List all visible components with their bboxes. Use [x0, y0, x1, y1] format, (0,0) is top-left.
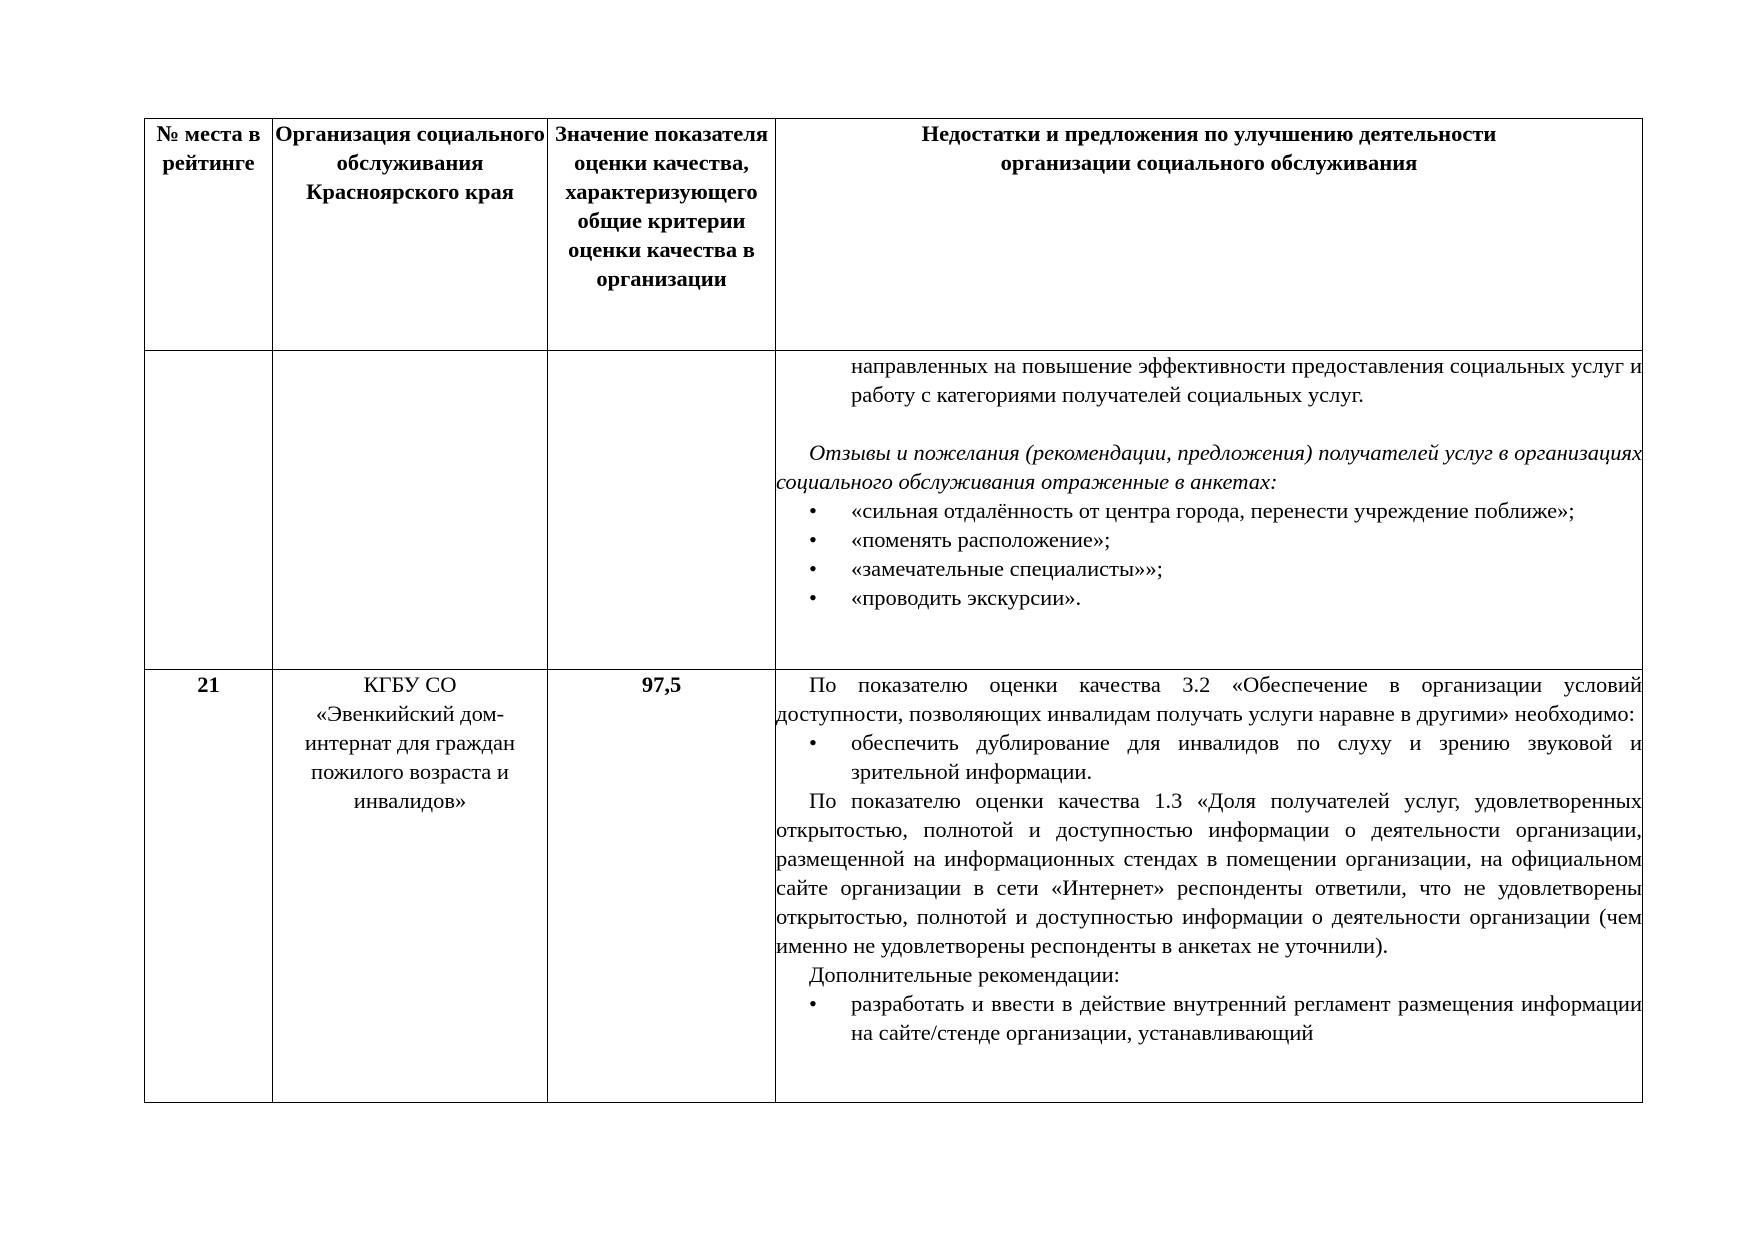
header-organization: Организация социального обслуживания Красноярского края	[273, 119, 548, 351]
table-row	[145, 351, 1643, 670]
notes-cell	[776, 351, 1643, 670]
list-item: • «поменять расположение»;	[809, 527, 1111, 552]
list-item: • «сильная отдалённость от центра города, перенести учреждение поближе»;	[809, 498, 1575, 523]
value-cell: 97,5	[548, 670, 776, 1103]
rank-cell	[145, 351, 273, 670]
table-row	[145, 670, 1643, 1103]
paragraph: Дополнительные рекомендации:	[809, 962, 1120, 987]
continued-text: направленных на повышение эффективности предоставления социальных услуг и работу с категориями получателей социальных услуг.	[851, 353, 1642, 407]
list-item: • «проводить экскурсии».	[809, 585, 1082, 610]
bullet-icon: •	[809, 556, 817, 581]
organization-cell	[273, 351, 548, 670]
header-notes: Недостатки и предложения по улучшению деятельности организации социального обслуживания	[776, 119, 1643, 351]
bullet-icon: •	[809, 991, 817, 1016]
feedback-intro: Отзывы и пожелания (рекомендации, предложения) получателей услуг в организациях социального обслуживания отраженные в анкетах:	[776, 440, 1642, 494]
organization-cell: КГБУ СО «Эвенкийский дом-интернат для граждан пожилого возраста и инвалидов»	[273, 670, 548, 1103]
header-quality-value: Значение показателя оценки качества, характеризующего общие критерии оценки качества в организации	[548, 119, 776, 351]
rating-table	[144, 118, 1643, 1103]
notes-cell	[776, 670, 1643, 1103]
paragraph: По показателю оценки качества 3.2 «Обеспечение в организации условий доступности, позволяющих инвалидам получать услуги наравне в другими» необходимо:	[776, 672, 1642, 726]
bullet-icon: •	[809, 585, 817, 610]
list-item: • разработать и ввести в действие внутренний регламент размещения информации на сайте/стенде организации, устанавливающий	[809, 991, 1642, 1045]
feedback-list	[776, 496, 1642, 612]
rank-cell: 21	[145, 670, 273, 1103]
bullet-icon: •	[809, 730, 817, 755]
bullet-icon: •	[809, 527, 817, 552]
paragraph: По показателю оценки качества 1.3 «Доля получателей услуг, удовлетворенных открытостью, полнотой и доступностью информации о деятельности организации, размещенной на информационных стендах в помещении организации, на официальном сайте организации в сети «Интернет» респонденты ответили, что не удовлетворены открытостью, полнотой и доступностью информации о деятельности организации (чем именно не удовлетворены респонденты в анкетах не уточнили).	[776, 788, 1642, 958]
value-cell	[548, 351, 776, 670]
table-header-row	[145, 119, 1643, 351]
header-rank: № места в рейтинге	[145, 119, 273, 351]
bullet-icon: •	[809, 498, 817, 523]
list-item: • обеспечить дублирование для инвалидов по слуху и зрению звуковой и зрительной информации.	[809, 730, 1642, 784]
list-item: • «замечательные специалисты»»;	[809, 556, 1163, 581]
